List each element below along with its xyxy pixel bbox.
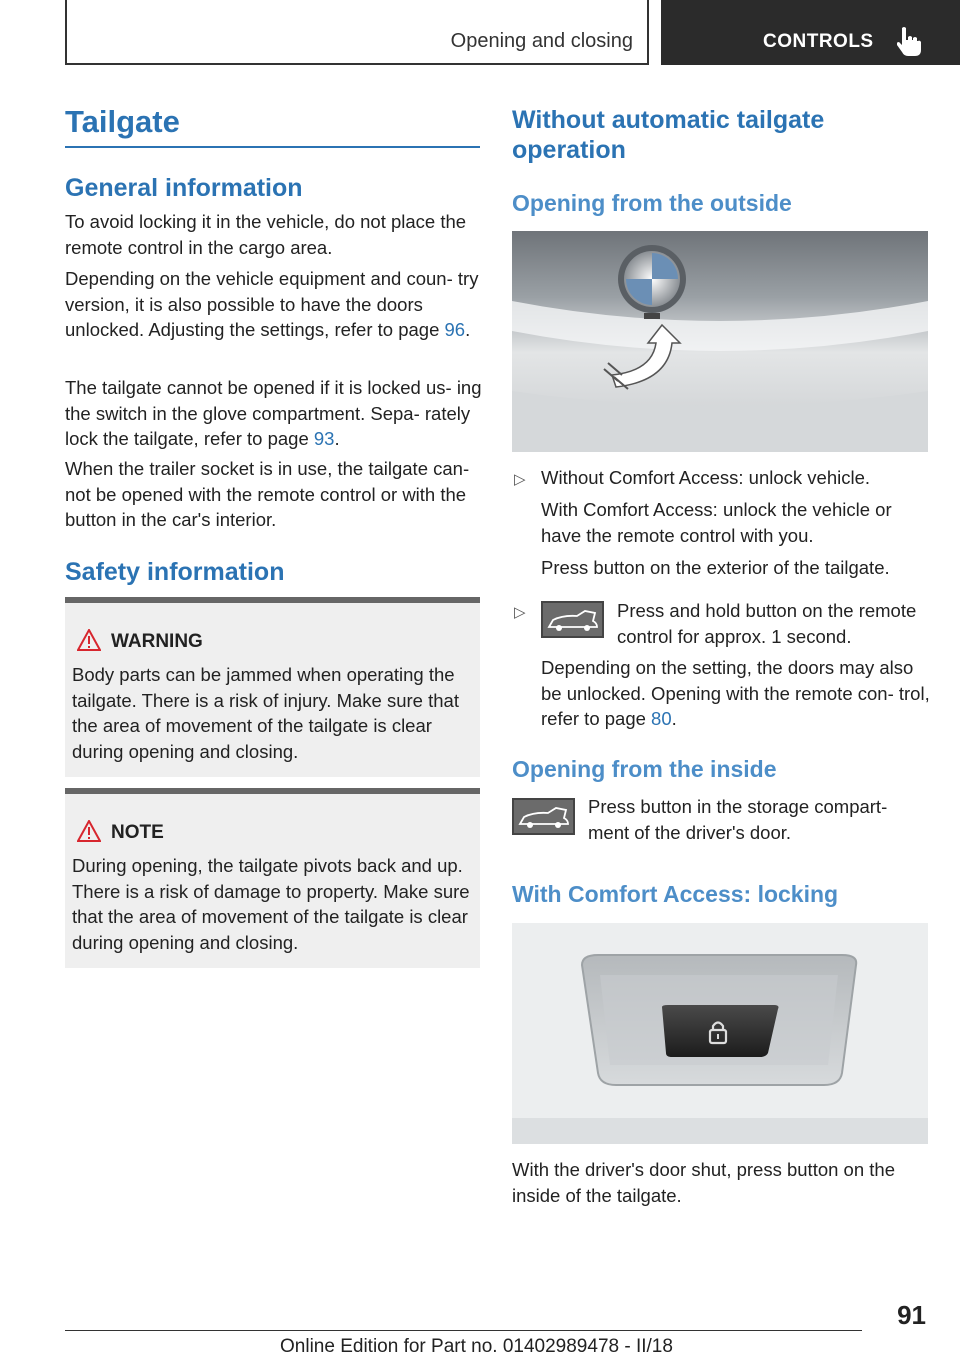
page-title: Tailgate bbox=[65, 104, 180, 139]
page-80-link[interactable]: 80 bbox=[651, 708, 672, 729]
step-1-line-2: With Comfort Access: unlock the vehicle or have the remote control with you. bbox=[541, 499, 892, 546]
opening-inside-text: Press button in the storage compart‐ ment of the driver's door. bbox=[588, 796, 888, 843]
general-info-heading: General information bbox=[65, 174, 303, 202]
footer-edition: Online Edition for Part no. 01402989478 - II/18 bbox=[280, 1336, 673, 1357]
general-info-p3-text: The tailgate cannot be opened if it is locked us‐ ing the switch in the glove compartment. Sepa‐ rately lock the tailgate, refer to page bbox=[65, 377, 482, 449]
pointing-hand-icon bbox=[897, 26, 923, 56]
tailgate-exterior-photo bbox=[512, 231, 928, 452]
comfort-locking-text: With the driver's door shut, press button on the inside of the tailgate. bbox=[512, 1159, 895, 1206]
safety-info-heading: Safety information bbox=[65, 558, 285, 586]
car-tailgate-open-icon-2 bbox=[514, 800, 573, 833]
header-section-title: Opening and closing bbox=[450, 30, 633, 52]
comfort-locking-heading: With Comfort Access: locking bbox=[512, 881, 839, 907]
note-title: NOTE bbox=[111, 822, 164, 843]
opening-inside-heading: Opening from the inside bbox=[512, 756, 777, 782]
tailgate-button-icon bbox=[541, 601, 604, 638]
step-1-bullet: ▷ bbox=[514, 471, 526, 488]
step-2-text: Press and hold button on the remote control for approx. 1 second. bbox=[617, 600, 917, 647]
tailgate-exterior-illustration bbox=[512, 231, 928, 452]
step-2-bullet: ▷ bbox=[514, 604, 526, 621]
lock-button-illustration bbox=[512, 923, 928, 1144]
note-triangle-icon bbox=[77, 820, 101, 842]
inside-button-icon bbox=[512, 798, 575, 835]
title-rule bbox=[65, 146, 480, 148]
without-auto-heading: Without automatic tailgate operation bbox=[512, 106, 825, 164]
header-chapter-title: CONTROLS bbox=[763, 31, 874, 52]
general-info-p3: The tailgate cannot be opened if it is locked us‐ ing the switch in the glove compartment. Sepa‐ rately lock the tailgate, refer to page 93. bbox=[65, 377, 482, 449]
header-chapter-box bbox=[661, 0, 960, 65]
header-section-box bbox=[65, 0, 649, 65]
opening-outside-heading: Opening from the outside bbox=[512, 190, 792, 216]
lock-button-photo bbox=[512, 923, 928, 1144]
step-1-line-1: Without Comfort Access: unlock vehicle. bbox=[541, 467, 871, 488]
general-info-p4: When the trailer socket is in use, the tailgate can‐ not be opened with the remote control or with the button in the car's interior. bbox=[65, 458, 470, 530]
note-box bbox=[65, 788, 480, 968]
car-tailgate-open-icon bbox=[543, 603, 602, 636]
page-number: 91 bbox=[897, 1300, 926, 1330]
general-info-p1: To avoid locking it in the vehicle, do not place the remote control in the cargo area. bbox=[65, 211, 467, 258]
footer-rule bbox=[65, 1330, 862, 1331]
warning-body: Body parts can be jammed when operating the tailgate. There is a risk of injury. Make sure that the area of movement of the tailgate is clear during opening and closing. bbox=[72, 664, 459, 762]
warning-box bbox=[65, 597, 480, 777]
general-info-p2: Depending on the vehicle equipment and coun‐ try version, it is also possible to have the doors unlocked. Adjusting the settings, refer to page 96. bbox=[65, 268, 479, 340]
step-2-more: Depending on the setting, the doors may also be unlocked. Opening with the remote con‐ trol, refer to page 80. bbox=[541, 657, 930, 729]
step-1-line-3: Press button on the exterior of the tailgate. bbox=[541, 557, 890, 578]
general-info-p2-text: Depending on the vehicle equipment and coun‐ try version, it is also possible to have the doors unlocked. Adjusting the settings, refer to page bbox=[65, 268, 479, 340]
step-2-more-text: Depending on the setting, the doors may also be unlocked. Opening with the remote con‐ trol, refer to page bbox=[541, 657, 930, 729]
warning-triangle-icon bbox=[77, 629, 101, 651]
warning-title: WARNING bbox=[111, 631, 203, 652]
page-96-link[interactable]: 96 bbox=[444, 319, 466, 340]
note-body: During opening, the tailgate pivots back and up. There is a risk of damage to property. Make sure that the area of movement of the tailgate is clear during opening and closing. bbox=[72, 855, 470, 953]
page-93-link[interactable]: 93 bbox=[313, 428, 335, 449]
